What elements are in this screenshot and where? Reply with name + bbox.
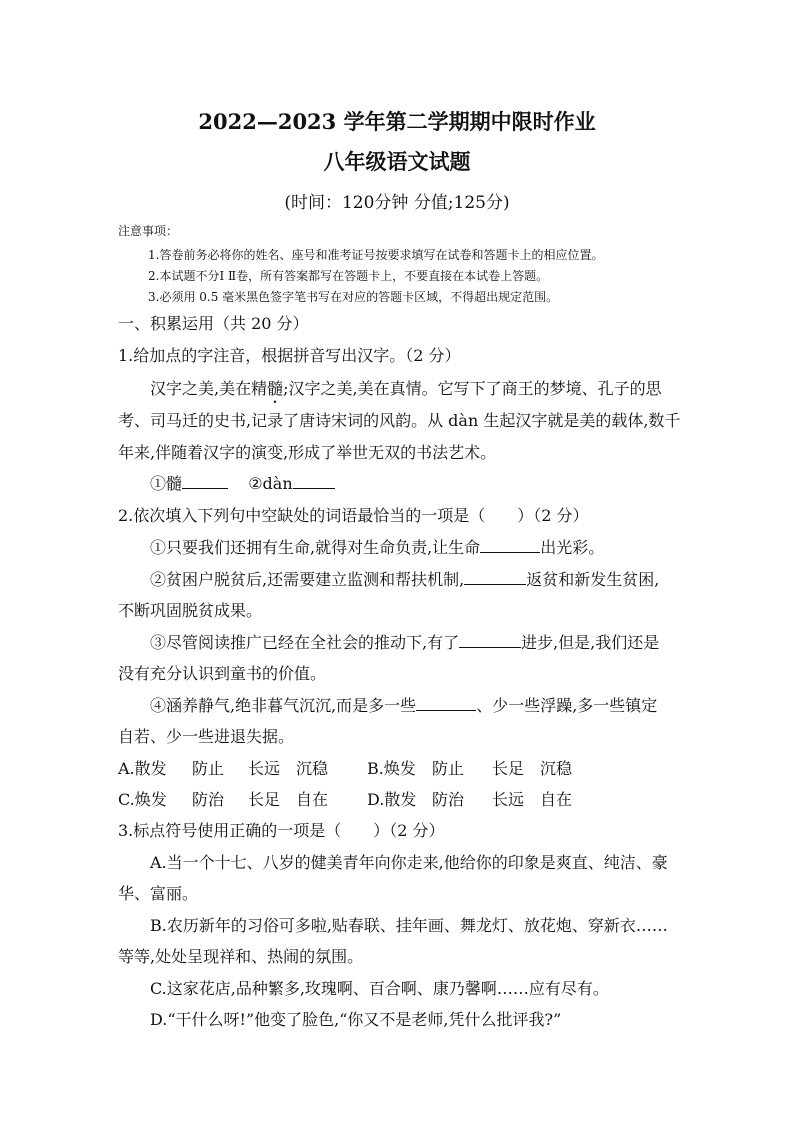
q2-s2-text-a: ②贫困户脱贫后,还需要建立监测和帮扶机制, [150,570,465,589]
section1-heading: 一、积累运用（共 20 分） [118,314,309,333]
q2-sentence-3 [150,630,659,653]
q1-answer-a-blank[interactable] [182,474,228,489]
option-b-word-4: 沉稳 [540,759,573,778]
q3-option-d[interactable]: D.“干什么呀!”他变了脸色,“你又不是老师,凭什么批评我?” [150,1010,562,1029]
q1-passage-line-1 [150,376,662,407]
time-score-info: (时间：120分钟 分值;125分) [284,193,510,213]
q2-blank-3[interactable] [459,633,521,648]
option-b-word-2: 防止 [432,759,465,778]
option-d-word-3: 长远 [492,790,525,809]
q1-answer-a-label: ①髓 [150,474,183,493]
option-a-word-1: A.散发 [118,759,167,778]
dotted-character: 髓 [267,379,284,398]
q3-option-b-line-1[interactable]: B.农历新年的习俗可多啦,贴春联、挂年画、舞龙灯、放花炮、穿新衣…… [150,916,668,935]
q2-s1-text-b: 出光彩。 [540,538,605,557]
q2-sentence-4 [150,693,657,716]
option-d-word-2: 防治 [432,790,465,809]
q2-sentence-3-cont: 没有充分认识到童书的价值。 [118,664,327,683]
option-d-word-1: D.散发 [367,790,417,809]
q3-option-c[interactable]: C.这家花店,品种繁多,玫瑰啊、百合啊、康乃馨啊……应有尽有。 [150,979,609,998]
q1-answer-b-label: ②dàn [248,474,293,493]
q2-sentence-1 [150,535,604,558]
option-a-word-3: 长远 [248,759,281,778]
option-c-word-1: C.焕发 [118,790,167,809]
option-a-word-2: 防止 [192,759,225,778]
option-b-word-3: 长足 [492,759,525,778]
option-c-word-2: 防治 [192,790,225,809]
exam-subtitle: 八年级语文试题 [323,149,471,174]
option-a-word-4: 沉稳 [296,759,329,778]
q3-option-b-line-2: 等等,处处呈现祥和、热闹的氛围。 [118,947,364,966]
q1-answer-line [150,471,335,494]
note-item-2: 2.本试题不分Ⅰ Ⅱ卷，所有答案都写在答题卡上，不要直接在本试卷上答题。 [148,269,549,283]
q2-sentence-2 [150,567,659,590]
q3-option-a-line-2: 华、富丽。 [118,884,199,903]
q2-blank-2[interactable] [464,570,526,585]
q2-sentence-2-cont: 不断巩固脱贫成果。 [118,601,263,620]
notes-heading: 注意事项： [118,224,179,238]
q3-stem: 3.标点符号使用正确的一项是（ ）（2 分） [118,821,445,840]
q1-answer-b-blank[interactable] [293,474,335,489]
option-d-word-4: 自在 [540,790,573,809]
note-item-3: 3.必须用 0.5 毫米黑色签字笔书写在对应的答题卡区域，不得超出规定范围。 [148,290,559,304]
q2-sentence-4-cont: 自若、少一些进退失据。 [118,727,295,746]
option-c-word-3: 长足 [248,790,281,809]
q2-s4-text-b: 、少一些浮躁,多一些镇定 [476,696,658,715]
q2-s3-text-a: ③尽管阅读推广已经在全社会的推动下,有了 [150,633,460,652]
q2-s4-text-a: ④涵养静气,绝非暮气沉沉,而是多一些 [150,696,417,715]
q1-passage-text: 汉字之美,美在精髓;汉字之美,美在真情。它写下了商王的梦境、孔子的思 [150,379,662,398]
q2-s3-text-b: 进步,但是,我们还是 [521,633,660,652]
q2-s2-text-b: 返贫和新发生贫困, [526,570,660,589]
option-b-word-1: B.焕发 [367,759,416,778]
q3-option-a-line-1[interactable]: A.当一个十七、八岁的健美青年向你走来,他给你的印象是爽直、纯洁、豪 [150,853,668,872]
q1-passage-line-2: 考、司马迁的史书,记录了唐诗宋词的风韵。从 dàn 生起汉字就是美的载体,数千 [118,411,681,430]
q2-stem: 2.依次填入下列句中空缺处的词语最恰当的一项是（ ）（2 分） [118,506,589,525]
q2-blank-1[interactable] [480,538,540,553]
q1-passage-line-3: 年来,伴随着汉字的演变,形成了举世无双的书法艺术。 [118,443,497,462]
q2-s1-text-a: ①只要我们还拥有生命,就得对生命负责,让生命 [150,538,481,557]
q2-blank-4[interactable] [416,696,476,711]
note-item-1: 1.答卷前务必将你的姓名、座号和准考证号按要求填写在试卷和答题卡上的相应位置。 [148,248,604,262]
option-c-word-4: 自在 [296,790,329,809]
exam-title: 2022—2023 学年第二学期期中限时作业 [198,109,596,134]
q1-stem: 1.给加点的字注音，根据拼音写出汉字。（2 分） [118,346,461,365]
